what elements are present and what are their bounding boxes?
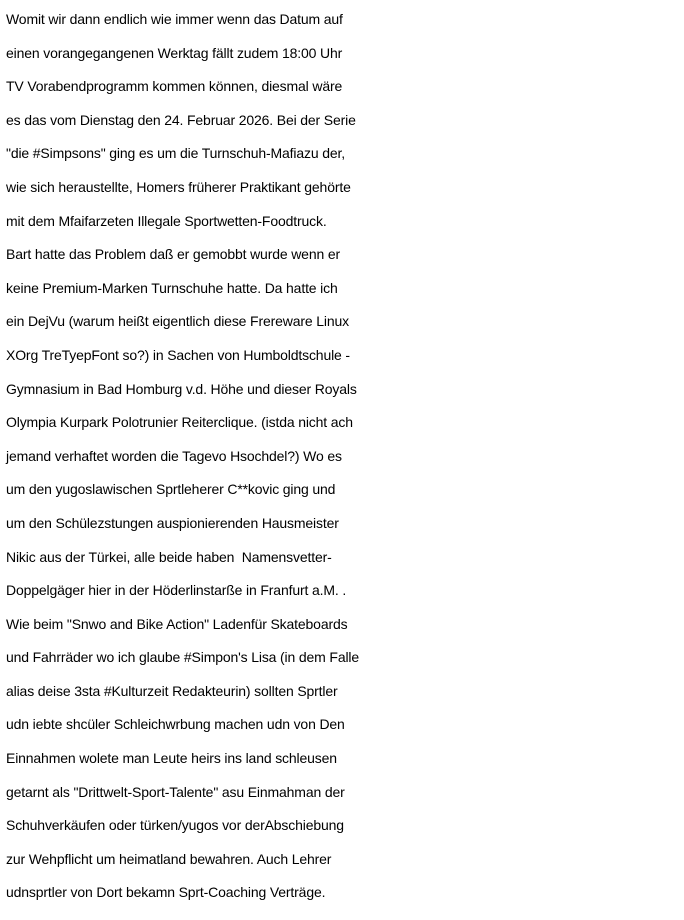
text-line: Doppelgäger hier in der Höderlinstarße in Franfurt a.M. . — [6, 582, 347, 599]
text-line: Nikic aus der Türkei, alle beide haben Namensvetter- — [6, 548, 332, 565]
text-line: Olympia Kurpark Polotrunier Reiterclique. (istda nicht ach — [6, 414, 353, 431]
text-line: XOrg TreTyepFont so?) in Sachen von Humboldtschule - — [6, 346, 350, 363]
text-line: um den yugoslawischen Sprtleherer C**kovic ging und — [6, 481, 336, 498]
text-line: jemand verhaftet worden die Tagevo Hsochdel?) Wo es — [6, 447, 342, 464]
document-body — [6, 3, 684, 910]
text-line: wie sich heraustellte, Homers früherer Praktikant gehörte — [6, 178, 351, 195]
text-line: alias deise 3sta #Kulturzeit Redakteurin) sollten Sprtler — [6, 682, 338, 699]
text-line: es das vom Dienstag den 24. Februar 2026. Bei der Serie — [6, 111, 356, 128]
text-line: zur Wehpflicht um heimatland bewahren. Auch Lehrer — [6, 850, 332, 867]
text-line: und Fahrräder wo ich glaube #Simpon's Lisa (in dem Falle — [6, 649, 360, 666]
text-line: Wie beim "Snwo and Bike Action" Ladenfür Skateboards — [6, 615, 348, 632]
text-line: keine Premium-Marken Turnschuhe hatte. Da hatte ich — [6, 279, 338, 296]
text-line: TV Vorabendprogramm kommen können, diesmal wäre — [6, 78, 343, 95]
text-line: Gymnasium in Bad Homburg v.d. Höhe und dieser Royals — [6, 380, 357, 397]
text-line: Einnahmen wolete man Leute heirs ins land schleusen — [6, 750, 337, 767]
text-line: udn iebte shcüler Schleichwrbung machen udn von Den — [6, 716, 345, 733]
text-line: einen vorangegangenen Werktag fällt zudem 18:00 Uhr — [6, 44, 343, 61]
text-line: udnsprtler von Dort bekamn Sprt-Coaching Verträge. — [6, 884, 326, 901]
text-line: getarnt als "Drittwelt-Sport-Talente" asu Einmahman der — [6, 783, 345, 800]
text-line: "die #Simpsons" ging es um die Turnschuh-Mafiazu der, — [6, 145, 345, 162]
text-line: mit dem Mfaifarzeten Illegale Sportwetten-Foodtruck. — [6, 212, 327, 229]
text-line: ein DejVu (warum heißt eigentlich diese Frereware Linux — [6, 313, 349, 330]
text-line: Schuhverkäufen oder türken/yugos vor derAbschiebung — [6, 817, 344, 834]
text-line: um den Schülezstungen auspionierenden Hausmeister — [6, 514, 339, 531]
text-line: Bart hatte das Problem daß er gemobbt wurde wenn er — [6, 246, 340, 263]
text-line: Womit wir dann endlich wie immer wenn das Datum auf — [6, 11, 343, 27]
